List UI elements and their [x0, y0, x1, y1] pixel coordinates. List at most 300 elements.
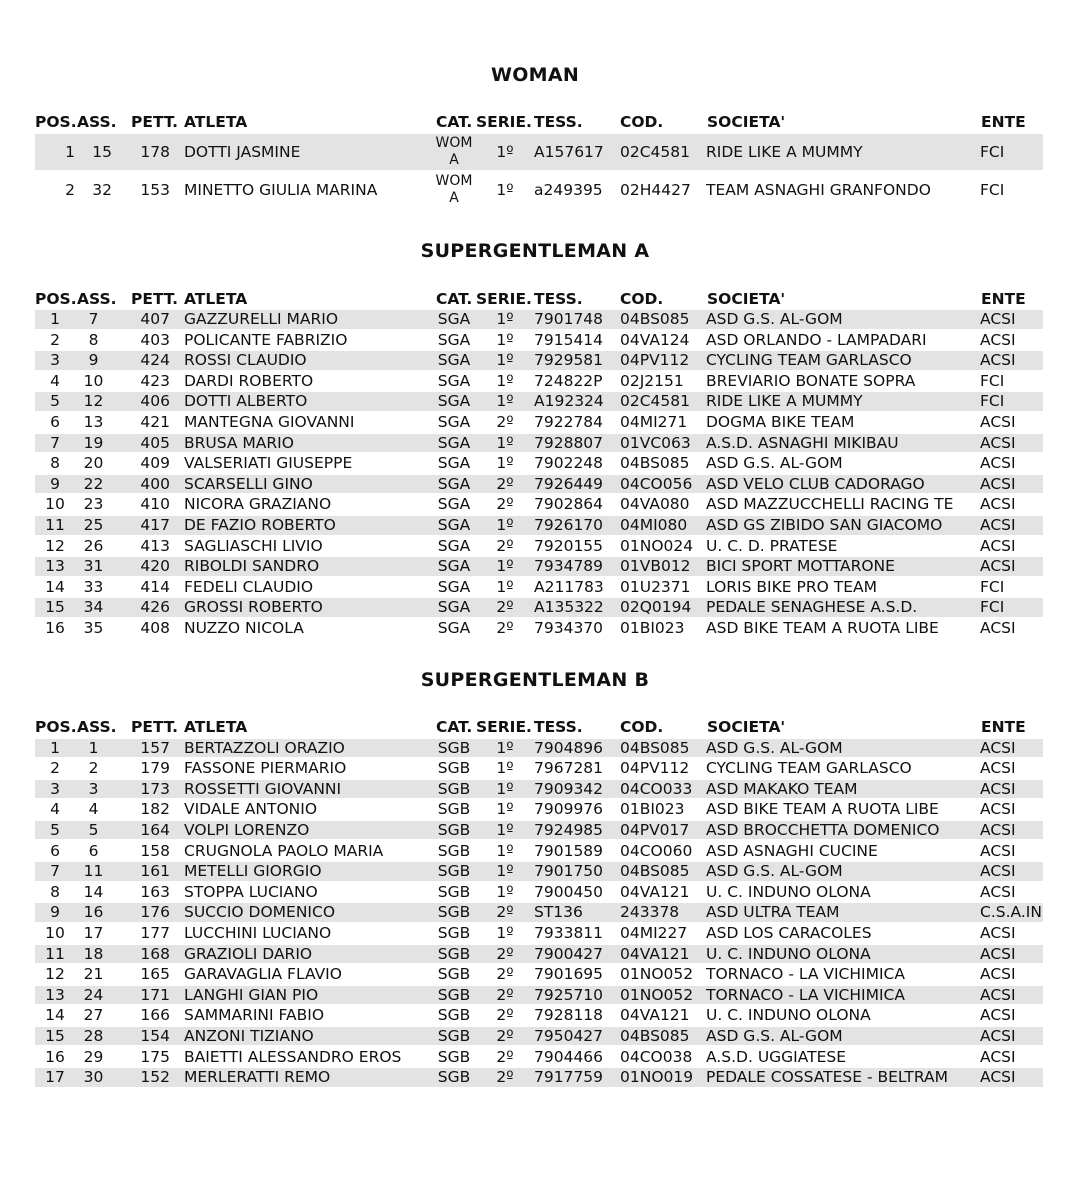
ass-cell: 29	[83, 1047, 104, 1066]
ass-cell: 19	[83, 433, 104, 452]
ente-cell: ACSI	[980, 330, 1016, 349]
cat-line-1: WOM	[435, 135, 473, 151]
cat-cell: SGA	[437, 536, 471, 555]
societa-cell: RIDE LIKE A MUMMY	[706, 392, 863, 411]
serie-cell: 2º	[496, 474, 514, 493]
pos-cell: 15	[45, 598, 65, 617]
tess-cell: 7915414	[534, 330, 604, 349]
societa-cell: BREVIARIO BONATE SOPRA	[706, 371, 916, 390]
atleta-cell: POLICANTE FABRIZIO	[184, 330, 348, 349]
ass-cell: 4	[88, 800, 99, 819]
atleta-cell: BAIETTI ALESSANDRO EROS	[184, 1047, 402, 1066]
ente-cell: ACSI	[980, 862, 1016, 881]
cod-cell: 04VA121	[620, 944, 690, 963]
ente-cell: C.S.A.IN	[980, 903, 1042, 922]
table-row	[0, 412, 1080, 433]
pett-cell: 408	[140, 619, 170, 637]
table-row	[0, 371, 1080, 392]
serie-cell: 2º	[496, 413, 514, 431]
atleta-cell: DE FAZIO ROBERTO	[184, 516, 336, 534]
table-row	[0, 577, 1080, 598]
tess-cell: 7934370	[534, 619, 604, 637]
pos-cell: 16	[45, 619, 65, 637]
pos-cell: 6	[50, 841, 60, 860]
ente-cell: ACSI	[980, 351, 1016, 370]
societa-cell: LORIS BIKE PRO TEAM	[706, 577, 877, 596]
ass-cell: 21	[83, 965, 104, 984]
pos-cell: 2	[50, 759, 60, 778]
header-ente: ENTE	[981, 718, 1026, 736]
header-tess: TESS.	[534, 113, 583, 131]
header-pos: POS.	[35, 718, 77, 736]
tess-cell: a249395	[534, 181, 603, 199]
cat-cell	[434, 135, 474, 169]
serie-cell: 1º	[496, 557, 514, 576]
header-tess: TESS.	[534, 718, 583, 736]
cod-cell: 01BI023	[620, 800, 685, 819]
tess-cell: 7909976	[534, 800, 604, 819]
atleta-cell: STOPPA LUCIANO	[184, 882, 318, 901]
atleta-cell: METELLI GIORGIO	[184, 862, 322, 881]
header-pos: POS.	[35, 113, 77, 131]
cod-cell: 02H4427	[620, 181, 691, 199]
serie-cell: 1º	[496, 351, 514, 370]
cod-cell: 04BS085	[620, 862, 690, 881]
pett-cell: 157	[140, 738, 170, 757]
table-row	[0, 738, 1080, 759]
ass-cell: 12	[83, 392, 104, 411]
serie-cell: 1º	[496, 433, 514, 452]
table-row	[0, 453, 1080, 474]
ente-cell: ACSI	[980, 516, 1016, 534]
pos-cell: 7	[50, 433, 60, 452]
atleta-cell: LUCCHINI LUCIANO	[184, 923, 332, 942]
atleta-cell: MANTEGNA GIOVANNI	[184, 413, 355, 431]
pos-cell: 5	[50, 392, 60, 411]
ente-cell: ACSI	[980, 882, 1016, 901]
societa-cell: ASD BIKE TEAM A RUOTA LIBE	[706, 619, 939, 637]
cat-cell: SGB	[437, 862, 471, 881]
table-row	[0, 841, 1080, 862]
serie-cell: 1º	[496, 577, 514, 596]
tess-cell: 7904466	[534, 1047, 604, 1066]
ente-cell: FCI	[980, 181, 1005, 199]
serie-cell: 2º	[496, 536, 514, 555]
pos-cell: 3	[50, 351, 60, 370]
cat-cell: SGB	[437, 841, 471, 860]
ente-cell: ACSI	[980, 413, 1016, 431]
ass-cell: 18	[83, 944, 104, 963]
pos-cell: 17	[45, 1068, 65, 1087]
cod-cell: 04BS085	[620, 310, 690, 328]
societa-cell: DOGMA BIKE TEAM	[706, 413, 855, 431]
serie-cell: 1º	[496, 454, 514, 473]
cod-cell: 04CO056	[620, 474, 693, 493]
cod-cell: 04VA124	[620, 330, 690, 349]
atleta-cell: MERLERATTI REMO	[184, 1068, 331, 1087]
ente-cell: ACSI	[980, 841, 1016, 860]
cod-cell: 02J2151	[620, 371, 684, 390]
header-ente: ENTE	[981, 290, 1026, 308]
header-cod: COD.	[620, 113, 664, 131]
pett-cell: 182	[140, 800, 170, 819]
pos-cell: 4	[50, 800, 60, 819]
ass-cell: 26	[83, 536, 104, 555]
ente-cell: ACSI	[980, 619, 1016, 637]
table-row	[0, 350, 1080, 371]
tess-cell: 7925710	[534, 985, 604, 1004]
pos-cell: 2	[65, 181, 75, 199]
pett-cell: 414	[140, 577, 170, 596]
table-row	[0, 861, 1080, 882]
societa-cell: PEDALE SENAGHESE A.S.D.	[706, 598, 918, 617]
ass-cell: 31	[83, 557, 104, 576]
ass-cell: 6	[88, 841, 99, 860]
ass-cell: 23	[83, 495, 104, 514]
ente-cell: FCI	[980, 577, 1005, 596]
ente-cell: ACSI	[980, 985, 1016, 1004]
pett-cell: 409	[140, 454, 170, 473]
pos-cell: 2	[50, 330, 60, 349]
cat-cell: SGB	[437, 882, 471, 901]
ass-cell: 28	[83, 1026, 104, 1045]
pett-cell: 406	[140, 392, 170, 411]
tess-cell: 7917759	[534, 1068, 604, 1087]
tess-cell: 7950427	[534, 1026, 604, 1045]
cat-cell: SGB	[437, 1047, 471, 1066]
cod-cell: 04PV112	[620, 759, 690, 778]
table-row	[0, 985, 1080, 1006]
ass-cell: 2	[88, 759, 99, 778]
header-societa: SOCIETA'	[707, 290, 786, 308]
tess-cell: 7901589	[534, 841, 604, 860]
societa-cell: TORNACO - LA VICHIMICA	[706, 965, 905, 984]
societa-cell: ASD MAKAKO TEAM	[706, 779, 858, 798]
pett-cell: 426	[140, 598, 170, 617]
header-pett: PETT.	[131, 113, 178, 131]
serie-cell: 2º	[496, 619, 514, 637]
societa-cell: ASD ASNAGHI CUCINE	[706, 841, 878, 860]
header-cod: COD.	[620, 718, 664, 736]
societa-cell: U. C. INDUNO OLONA	[706, 944, 871, 963]
atleta-cell: LANGHI GIAN PIO	[184, 985, 319, 1004]
atleta-cell: RIBOLDI SANDRO	[184, 557, 320, 576]
tess-cell: A157617	[534, 143, 604, 161]
tess-cell: 7900450	[534, 882, 604, 901]
tess-cell: 7902864	[534, 495, 604, 514]
serie-cell: 1º	[496, 181, 514, 199]
cat-cell: SGB	[437, 985, 471, 1004]
tess-cell: 7904896	[534, 738, 604, 757]
ente-cell: ACSI	[980, 965, 1016, 984]
atleta-cell: NUZZO NICOLA	[184, 619, 304, 637]
ass-cell: 24	[83, 985, 104, 1004]
atleta-cell: DOTTI JASMINE	[184, 143, 301, 161]
pett-cell: 164	[140, 820, 170, 839]
pos-cell: 16	[45, 1047, 65, 1066]
cat-cell: SGA	[437, 392, 471, 411]
pos-cell: 13	[45, 557, 65, 576]
serie-cell: 1º	[496, 738, 514, 757]
pos-cell: 13	[45, 985, 65, 1004]
ente-cell: ACSI	[980, 1026, 1016, 1045]
cat-cell: SGA	[437, 351, 471, 370]
ente-cell: ACSI	[980, 800, 1016, 819]
cod-cell: 04CO033	[620, 779, 693, 798]
table-row	[0, 172, 1080, 208]
tess-cell: 7933811	[534, 923, 604, 942]
serie-cell: 2º	[496, 944, 514, 963]
cod-cell: 02C4581	[620, 143, 690, 161]
cod-cell: 01U2371	[620, 577, 691, 596]
table-row	[0, 391, 1080, 412]
cod-cell: 04PV112	[620, 351, 690, 370]
tess-cell: 7901750	[534, 862, 604, 881]
table-row	[0, 1005, 1080, 1026]
cod-cell: 04MI227	[620, 923, 688, 942]
pett-cell: 175	[140, 1047, 170, 1066]
cat-cell: SGA	[437, 557, 471, 576]
ente-cell: FCI	[980, 392, 1005, 411]
ass-cell: 8	[88, 330, 99, 349]
serie-cell: 2º	[496, 985, 514, 1004]
pos-cell: 12	[45, 965, 65, 984]
header-societa: SOCIETA'	[707, 113, 786, 131]
cat-cell	[434, 173, 474, 207]
header-pett: PETT.	[131, 290, 178, 308]
header-cat: CAT.	[436, 113, 473, 131]
societa-cell: CYCLING TEAM GARLASCO	[706, 759, 912, 778]
ass-cell: 30	[83, 1068, 104, 1087]
cat-cell: SGB	[437, 820, 471, 839]
header-atleta: ATLETA	[184, 113, 248, 131]
societa-cell: PEDALE COSSATESE - BELTRAM	[706, 1068, 949, 1087]
cod-cell: 01NO019	[620, 1068, 694, 1087]
section-title-woman: WOMAN	[490, 64, 580, 86]
pett-cell: 152	[140, 1068, 170, 1087]
tess-cell: 7926449	[534, 474, 604, 493]
pos-cell: 7	[50, 862, 60, 881]
cat-cell: SGB	[437, 923, 471, 942]
ass-cell: 5	[88, 820, 99, 839]
ente-cell: ACSI	[980, 536, 1016, 555]
serie-cell: 2º	[496, 1026, 514, 1045]
atleta-cell: BERTAZZOLI ORAZIO	[184, 738, 345, 757]
tess-cell: 7922784	[534, 413, 604, 431]
cod-cell: 02C4581	[620, 392, 690, 411]
cat-cell: SGA	[437, 598, 471, 617]
cod-cell: 01NO052	[620, 985, 694, 1004]
ass-cell: 35	[83, 619, 104, 637]
header-ass: ASS.	[77, 718, 117, 736]
societa-cell: U. C. INDUNO OLONA	[706, 882, 871, 901]
ente-cell: ACSI	[980, 1068, 1016, 1087]
pos-cell: 11	[45, 944, 65, 963]
pett-cell: 424	[140, 351, 170, 370]
serie-cell: 2º	[496, 903, 514, 922]
societa-cell: ASD G.S. AL-GOM	[706, 1026, 843, 1045]
societa-cell: TORNACO - LA VICHIMICA	[706, 985, 905, 1004]
table-row	[0, 944, 1080, 965]
atleta-cell: SUCCIO DOMENICO	[184, 903, 336, 922]
cod-cell: 04VA121	[620, 882, 690, 901]
table-row	[0, 536, 1080, 557]
pos-cell: 9	[50, 903, 60, 922]
pos-cell: 10	[45, 923, 65, 942]
serie-cell: 1º	[496, 516, 514, 534]
header-atleta: ATLETA	[184, 718, 248, 736]
tess-cell: 7901695	[534, 965, 604, 984]
table-row	[0, 494, 1080, 515]
pos-cell: 12	[45, 536, 65, 555]
cat-cell: SGA	[437, 495, 471, 514]
serie-cell: 2º	[496, 495, 514, 514]
societa-cell: A.S.D. UGGIATESE	[706, 1047, 847, 1066]
ente-cell: FCI	[980, 371, 1005, 390]
pos-cell: 14	[45, 1006, 65, 1025]
ass-cell: 10	[83, 371, 104, 390]
societa-cell: ASD BROCCHETTA DOMENICO	[706, 820, 940, 839]
pos-cell: 8	[50, 454, 60, 473]
tess-cell: 7929581	[534, 351, 604, 370]
tess-cell: 7901748	[534, 310, 604, 328]
cat-cell: SGB	[437, 903, 471, 922]
ass-cell: 13	[83, 413, 104, 431]
atleta-cell: GROSSI ROBERTO	[184, 598, 323, 617]
cod-cell: 04CO060	[620, 841, 693, 860]
atleta-cell: GARAVAGLIA FLAVIO	[184, 965, 342, 984]
societa-cell: ASD ULTRA TEAM	[706, 903, 840, 922]
tess-cell: ST136	[534, 903, 583, 922]
cod-cell: 01VB012	[620, 557, 691, 576]
pett-cell: 178	[140, 143, 170, 161]
table-row	[0, 597, 1080, 618]
ass-cell: 22	[83, 474, 104, 493]
societa-cell: ASD BIKE TEAM A RUOTA LIBE	[706, 800, 939, 819]
pos-cell: 10	[45, 495, 65, 514]
ass-cell: 1	[88, 738, 99, 757]
pett-cell: 420	[140, 557, 170, 576]
table-header	[0, 717, 1080, 737]
table-row	[0, 1067, 1080, 1088]
cod-cell: 01NO052	[620, 965, 694, 984]
serie-cell: 1º	[496, 330, 514, 349]
cat-cell: SGB	[437, 944, 471, 963]
cat-cell: SGB	[437, 965, 471, 984]
table-row	[0, 964, 1080, 985]
societa-cell: ASD VELO CLUB CADORAGO	[706, 474, 925, 493]
pett-cell: 417	[140, 516, 170, 534]
table-row	[0, 309, 1080, 330]
cat-cell: SGB	[437, 800, 471, 819]
societa-cell: TEAM ASNAGHI GRANFONDO	[706, 181, 931, 199]
ente-cell: ACSI	[980, 779, 1016, 798]
pett-cell: 423	[140, 371, 170, 390]
ass-cell: 20	[83, 454, 104, 473]
pett-cell: 410	[140, 495, 170, 514]
tess-cell: 724822P	[534, 371, 603, 390]
header-ente: ENTE	[981, 113, 1026, 131]
table-row	[0, 923, 1080, 944]
cod-cell: 02Q0194	[620, 598, 692, 617]
societa-cell: RIDE LIKE A MUMMY	[706, 143, 863, 161]
ente-cell: ACSI	[980, 944, 1016, 963]
societa-cell: BICI SPORT MOTTARONE	[706, 557, 895, 576]
atleta-cell: VALSERIATI GIUSEPPE	[184, 454, 353, 473]
cat-cell: SGA	[437, 413, 471, 431]
tess-cell: A211783	[534, 577, 604, 596]
serie-cell: 1º	[496, 923, 514, 942]
pett-cell: 163	[140, 882, 170, 901]
pett-cell: 413	[140, 536, 170, 555]
atleta-cell: SAGLIASCHI LIVIO	[184, 536, 323, 555]
atleta-cell: VOLPI LORENZO	[184, 820, 310, 839]
cod-cell: 04CO038	[620, 1047, 693, 1066]
serie-cell: 1º	[496, 820, 514, 839]
cat-line-2: A	[449, 190, 459, 206]
table-row	[0, 1026, 1080, 1047]
ass-cell: 7	[88, 310, 99, 328]
cat-cell: SGB	[437, 1068, 471, 1087]
atleta-cell: ROSSI CLAUDIO	[184, 351, 307, 370]
table-row	[0, 1047, 1080, 1068]
serie-cell: 1º	[496, 143, 514, 161]
serie-cell: 1º	[496, 392, 514, 411]
ass-cell: 9	[88, 351, 99, 370]
societa-cell: CYCLING TEAM GARLASCO	[706, 351, 912, 370]
pett-cell: 177	[140, 923, 170, 942]
section-title-sgb: SUPERGENTLEMAN B	[420, 669, 650, 691]
cat-cell: SGA	[437, 433, 471, 452]
ente-cell: ACSI	[980, 495, 1016, 514]
ass-cell: 11	[83, 862, 104, 881]
cat-cell: SGA	[437, 330, 471, 349]
ass-cell: 33	[83, 577, 104, 596]
table-row	[0, 758, 1080, 779]
atleta-cell: ROSSETTI GIOVANNI	[184, 779, 342, 798]
atleta-cell: NICORA GRAZIANO	[184, 495, 332, 514]
pos-cell: 9	[50, 474, 60, 493]
pett-cell: 161	[140, 862, 170, 881]
serie-cell: 2º	[496, 1006, 514, 1025]
cat-line-2: A	[449, 152, 459, 168]
pos-cell: 14	[45, 577, 65, 596]
cod-cell: 04PV017	[620, 820, 690, 839]
pett-cell: 173	[140, 779, 170, 798]
table-row	[0, 134, 1080, 170]
cat-cell: SGB	[437, 779, 471, 798]
pett-cell: 171	[140, 985, 170, 1004]
societa-cell: A.S.D. ASNAGHI MIKIBAU	[706, 433, 899, 452]
header-cod: COD.	[620, 290, 664, 308]
header-serie: SERIE.	[476, 290, 532, 308]
serie-cell: 2º	[496, 1068, 514, 1087]
tess-cell: 7902248	[534, 454, 604, 473]
header-atleta: ATLETA	[184, 290, 248, 308]
cod-cell: 04VA080	[620, 495, 690, 514]
societa-cell: ASD MAZZUCCHELLI RACING TE	[706, 495, 954, 514]
pett-cell: 165	[140, 965, 170, 984]
ass-cell: 27	[83, 1006, 104, 1025]
table-row	[0, 799, 1080, 820]
pos-cell: 6	[50, 413, 60, 431]
table-row	[0, 779, 1080, 800]
table-row	[0, 820, 1080, 841]
societa-cell: ASD GS ZIBIDO SAN GIACOMO	[706, 516, 943, 534]
tess-cell: 7928807	[534, 433, 604, 452]
serie-cell: 1º	[496, 779, 514, 798]
pett-cell: 154	[140, 1026, 170, 1045]
